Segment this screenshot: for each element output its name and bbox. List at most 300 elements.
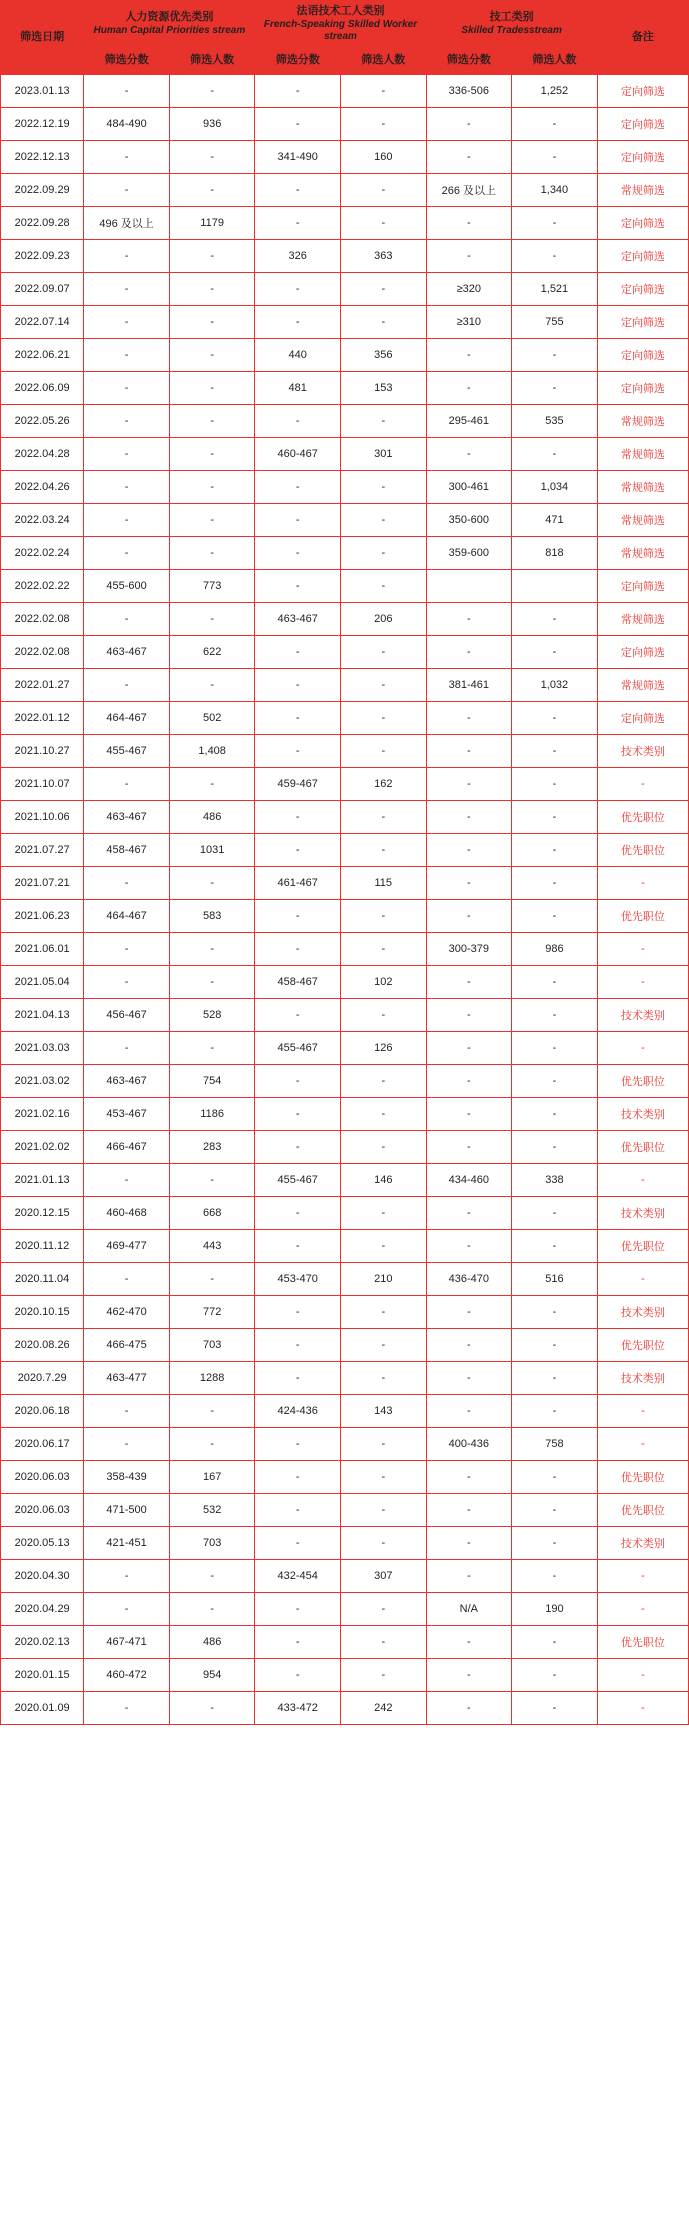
cell-fr-count: - bbox=[341, 669, 427, 702]
cell-hc-score: - bbox=[84, 174, 170, 207]
cell-st-count: - bbox=[512, 1065, 598, 1098]
cell-date: 2022.09.28 bbox=[1, 207, 84, 240]
cell-hc-score: 455-600 bbox=[84, 570, 170, 603]
table-body bbox=[1, 75, 689, 1725]
cell-fr-count: - bbox=[341, 1494, 427, 1527]
table-header bbox=[1, 1, 689, 75]
cell-fr-score: - bbox=[255, 933, 341, 966]
cell-st-score: 381-461 bbox=[426, 669, 512, 702]
table-row bbox=[1, 669, 689, 702]
cell-st-count: - bbox=[512, 1329, 598, 1362]
header-date: 筛选日期 bbox=[1, 1, 84, 75]
cell-st-score: - bbox=[426, 339, 512, 372]
cell-hc-count: 772 bbox=[169, 1296, 255, 1329]
cell-note: 优先职位 bbox=[597, 1494, 688, 1527]
cell-note: 技术类别 bbox=[597, 1362, 688, 1395]
cell-st-count: 471 bbox=[512, 504, 598, 537]
cell-note: 常规筛选 bbox=[597, 603, 688, 636]
cell-fr-count: - bbox=[341, 537, 427, 570]
cell-date: 2020.08.26 bbox=[1, 1329, 84, 1362]
cell-st-count: 986 bbox=[512, 933, 598, 966]
cell-st-count: - bbox=[512, 999, 598, 1032]
cell-hc-count: - bbox=[169, 273, 255, 306]
cell-st-score: - bbox=[426, 966, 512, 999]
cell-fr-count: - bbox=[341, 1329, 427, 1362]
cell-note: 常规筛选 bbox=[597, 669, 688, 702]
cell-hc-count: 528 bbox=[169, 999, 255, 1032]
cell-fr-score: - bbox=[255, 1296, 341, 1329]
cell-date: 2022.02.08 bbox=[1, 603, 84, 636]
cell-date: 2021.04.13 bbox=[1, 999, 84, 1032]
cell-st-count: - bbox=[512, 603, 598, 636]
table-row bbox=[1, 1230, 689, 1263]
cell-note: 优先职位 bbox=[597, 834, 688, 867]
cell-note: - bbox=[597, 1692, 688, 1725]
table-row bbox=[1, 1164, 689, 1197]
cell-note: - bbox=[597, 1395, 688, 1428]
cell-st-count: - bbox=[512, 966, 598, 999]
cell-hc-count: 502 bbox=[169, 702, 255, 735]
table-row bbox=[1, 603, 689, 636]
table-row bbox=[1, 306, 689, 339]
header-group-skilled-trades-en: Skilled Tradesstream bbox=[461, 24, 562, 36]
cell-fr-score: - bbox=[255, 1329, 341, 1362]
cell-fr-count: - bbox=[341, 636, 427, 669]
cell-fr-score: 453-470 bbox=[255, 1263, 341, 1296]
cell-hc-score: 466-475 bbox=[84, 1329, 170, 1362]
cell-date: 2020.05.13 bbox=[1, 1527, 84, 1560]
cell-note: - bbox=[597, 933, 688, 966]
cell-hc-count: 936 bbox=[169, 108, 255, 141]
cell-st-score: - bbox=[426, 1197, 512, 1230]
cell-date: 2021.03.02 bbox=[1, 1065, 84, 1098]
header-st-count: 筛选人数 bbox=[512, 48, 598, 75]
table-row bbox=[1, 1329, 689, 1362]
header-group-human-capital-en: Human Capital Priorities stream bbox=[93, 24, 246, 36]
cell-hc-count: 443 bbox=[169, 1230, 255, 1263]
cell-date: 2020.04.29 bbox=[1, 1593, 84, 1626]
cell-hc-score: - bbox=[84, 240, 170, 273]
cell-fr-count: - bbox=[341, 933, 427, 966]
cell-date: 2021.10.06 bbox=[1, 801, 84, 834]
cell-fr-score: - bbox=[255, 801, 341, 834]
cell-st-score: - bbox=[426, 438, 512, 471]
cell-date: 2021.01.13 bbox=[1, 1164, 84, 1197]
cell-fr-score: 481 bbox=[255, 372, 341, 405]
cell-note: 常规筛选 bbox=[597, 438, 688, 471]
cell-fr-score: 461-467 bbox=[255, 867, 341, 900]
cell-note: - bbox=[597, 966, 688, 999]
cell-st-score: - bbox=[426, 768, 512, 801]
cell-date: 2020.11.12 bbox=[1, 1230, 84, 1263]
cell-fr-count: - bbox=[341, 1527, 427, 1560]
cell-note: 定向筛选 bbox=[597, 339, 688, 372]
cell-hc-count: - bbox=[169, 504, 255, 537]
cell-date: 2022.04.26 bbox=[1, 471, 84, 504]
cell-hc-count: 703 bbox=[169, 1527, 255, 1560]
table-row bbox=[1, 1395, 689, 1428]
cell-fr-score: - bbox=[255, 702, 341, 735]
table-row bbox=[1, 1263, 689, 1296]
cell-date: 2022.01.12 bbox=[1, 702, 84, 735]
cell-st-count: - bbox=[512, 141, 598, 174]
cell-hc-count: - bbox=[169, 141, 255, 174]
cell-st-count: - bbox=[512, 801, 598, 834]
cell-date: 2021.05.04 bbox=[1, 966, 84, 999]
cell-date: 2022.09.29 bbox=[1, 174, 84, 207]
table-row bbox=[1, 966, 689, 999]
cell-fr-count: 356 bbox=[341, 339, 427, 372]
cell-hc-score: - bbox=[84, 1428, 170, 1461]
cell-fr-count: - bbox=[341, 174, 427, 207]
cell-note: - bbox=[597, 768, 688, 801]
cell-date: 2020.04.30 bbox=[1, 1560, 84, 1593]
cell-hc-score: - bbox=[84, 273, 170, 306]
cell-note: 技术类别 bbox=[597, 1296, 688, 1329]
cell-fr-count: - bbox=[341, 273, 427, 306]
table-row bbox=[1, 207, 689, 240]
cell-note: 常规筛选 bbox=[597, 405, 688, 438]
cell-st-count: - bbox=[512, 1131, 598, 1164]
cell-st-score: - bbox=[426, 108, 512, 141]
cell-fr-count: 146 bbox=[341, 1164, 427, 1197]
cell-st-score: 436-470 bbox=[426, 1263, 512, 1296]
cell-hc-score: 496 及以上 bbox=[84, 207, 170, 240]
cell-hc-count: - bbox=[169, 1164, 255, 1197]
table-row bbox=[1, 801, 689, 834]
table-row bbox=[1, 1659, 689, 1692]
table-row bbox=[1, 834, 689, 867]
cell-st-count: - bbox=[512, 438, 598, 471]
cell-fr-score: 432-454 bbox=[255, 1560, 341, 1593]
cell-hc-count: - bbox=[169, 867, 255, 900]
cell-note: - bbox=[597, 1560, 688, 1593]
cell-hc-score: 455-467 bbox=[84, 735, 170, 768]
cell-fr-count: 160 bbox=[341, 141, 427, 174]
cell-fr-count: - bbox=[341, 1659, 427, 1692]
cell-date: 2021.06.01 bbox=[1, 933, 84, 966]
cell-st-count: - bbox=[512, 1395, 598, 1428]
table-row bbox=[1, 999, 689, 1032]
cell-fr-score: 455-467 bbox=[255, 1032, 341, 1065]
cell-fr-score: - bbox=[255, 1659, 341, 1692]
cell-fr-count: - bbox=[341, 1626, 427, 1659]
cell-note: 技术类别 bbox=[597, 999, 688, 1032]
cell-fr-count: - bbox=[341, 1461, 427, 1494]
cell-note: 优先职位 bbox=[597, 1329, 688, 1362]
cell-st-score: - bbox=[426, 834, 512, 867]
cell-st-score: - bbox=[426, 1461, 512, 1494]
cell-fr-count: - bbox=[341, 801, 427, 834]
table-row bbox=[1, 1296, 689, 1329]
cell-hc-count: - bbox=[169, 240, 255, 273]
cell-date: 2022.07.14 bbox=[1, 306, 84, 339]
cell-st-score: - bbox=[426, 999, 512, 1032]
cell-st-score: - bbox=[426, 636, 512, 669]
cell-hc-score: - bbox=[84, 471, 170, 504]
cell-st-score: 295-461 bbox=[426, 405, 512, 438]
table-row bbox=[1, 1098, 689, 1131]
table-row bbox=[1, 471, 689, 504]
cell-fr-count: - bbox=[341, 471, 427, 504]
cell-hc-score: 471-500 bbox=[84, 1494, 170, 1527]
cell-st-score: 300-461 bbox=[426, 471, 512, 504]
cell-hc-score: - bbox=[84, 405, 170, 438]
cell-date: 2020.06.18 bbox=[1, 1395, 84, 1428]
cell-fr-count: - bbox=[341, 1065, 427, 1098]
cell-st-score: - bbox=[426, 801, 512, 834]
cell-hc-count: 283 bbox=[169, 1131, 255, 1164]
cell-st-count: 1,032 bbox=[512, 669, 598, 702]
cell-hc-score: - bbox=[84, 1032, 170, 1065]
table-row bbox=[1, 867, 689, 900]
cell-hc-count: 167 bbox=[169, 1461, 255, 1494]
table-row bbox=[1, 141, 689, 174]
cell-fr-count: 162 bbox=[341, 768, 427, 801]
cell-fr-score: - bbox=[255, 669, 341, 702]
cell-hc-count: - bbox=[169, 1560, 255, 1593]
cell-hc-count: 1179 bbox=[169, 207, 255, 240]
cell-st-count: - bbox=[512, 1230, 598, 1263]
table-row bbox=[1, 570, 689, 603]
cell-hc-count: 754 bbox=[169, 1065, 255, 1098]
cell-note: 技术类别 bbox=[597, 735, 688, 768]
cell-st-count: - bbox=[512, 207, 598, 240]
cell-hc-score: 453-467 bbox=[84, 1098, 170, 1131]
cell-fr-count: - bbox=[341, 1296, 427, 1329]
cell-st-score: - bbox=[426, 900, 512, 933]
cell-hc-count: 668 bbox=[169, 1197, 255, 1230]
cell-note: 定向筛选 bbox=[597, 108, 688, 141]
cell-st-count: - bbox=[512, 834, 598, 867]
table-row bbox=[1, 900, 689, 933]
cell-fr-count: - bbox=[341, 900, 427, 933]
table-row bbox=[1, 735, 689, 768]
cell-fr-count: - bbox=[341, 1428, 427, 1461]
table-row bbox=[1, 1065, 689, 1098]
cell-fr-score: 341-490 bbox=[255, 141, 341, 174]
cell-st-count: - bbox=[512, 900, 598, 933]
cell-hc-score: 462-470 bbox=[84, 1296, 170, 1329]
cell-date: 2020.01.15 bbox=[1, 1659, 84, 1692]
cell-fr-count: - bbox=[341, 1230, 427, 1263]
cell-date: 2021.03.03 bbox=[1, 1032, 84, 1065]
cell-fr-score: - bbox=[255, 834, 341, 867]
cell-st-count: - bbox=[512, 1098, 598, 1131]
cell-fr-count: 363 bbox=[341, 240, 427, 273]
cell-fr-count: - bbox=[341, 1362, 427, 1395]
table-row bbox=[1, 1626, 689, 1659]
cell-date: 2021.02.02 bbox=[1, 1131, 84, 1164]
cell-fr-count: - bbox=[341, 735, 427, 768]
cell-date: 2022.09.23 bbox=[1, 240, 84, 273]
cell-fr-score: - bbox=[255, 1494, 341, 1527]
cell-fr-count: - bbox=[341, 75, 427, 108]
cell-note: 常规筛选 bbox=[597, 174, 688, 207]
cell-st-count: 755 bbox=[512, 306, 598, 339]
cell-st-count: - bbox=[512, 1494, 598, 1527]
cell-hc-count: 1186 bbox=[169, 1098, 255, 1131]
cell-hc-score: - bbox=[84, 1263, 170, 1296]
cell-st-count: - bbox=[512, 1560, 598, 1593]
cell-date: 2020.12.15 bbox=[1, 1197, 84, 1230]
cell-st-count bbox=[512, 570, 598, 603]
cell-st-score: - bbox=[426, 372, 512, 405]
cell-st-score: ≥310 bbox=[426, 306, 512, 339]
cell-st-count: - bbox=[512, 1296, 598, 1329]
header-note: 备注 bbox=[597, 1, 688, 75]
cell-note: - bbox=[597, 1164, 688, 1197]
table-row bbox=[1, 339, 689, 372]
cell-st-count: - bbox=[512, 108, 598, 141]
cell-hc-count: - bbox=[169, 438, 255, 471]
cell-st-score: 300-379 bbox=[426, 933, 512, 966]
cell-fr-score: - bbox=[255, 1461, 341, 1494]
cell-hc-count: 622 bbox=[169, 636, 255, 669]
cell-hc-count: - bbox=[169, 339, 255, 372]
cell-st-score: - bbox=[426, 702, 512, 735]
cell-fr-score: 460-467 bbox=[255, 438, 341, 471]
cell-date: 2020.10.15 bbox=[1, 1296, 84, 1329]
cell-hc-score: 458-467 bbox=[84, 834, 170, 867]
cell-hc-count: - bbox=[169, 669, 255, 702]
header-fr-count: 筛选人数 bbox=[341, 48, 427, 75]
cell-fr-score: - bbox=[255, 1098, 341, 1131]
cell-fr-score: - bbox=[255, 273, 341, 306]
cell-st-score: - bbox=[426, 1032, 512, 1065]
table-row bbox=[1, 1032, 689, 1065]
cell-st-score: - bbox=[426, 1626, 512, 1659]
cell-st-score: 359-600 bbox=[426, 537, 512, 570]
cell-hc-score: - bbox=[84, 768, 170, 801]
cell-date: 2022.05.26 bbox=[1, 405, 84, 438]
cell-fr-score: - bbox=[255, 1197, 341, 1230]
cell-hc-count: - bbox=[169, 1032, 255, 1065]
cell-hc-count: 486 bbox=[169, 801, 255, 834]
cell-st-count: - bbox=[512, 735, 598, 768]
cell-fr-count: 102 bbox=[341, 966, 427, 999]
cell-date: 2021.02.16 bbox=[1, 1098, 84, 1131]
cell-st-score: 434-460 bbox=[426, 1164, 512, 1197]
cell-note: - bbox=[597, 1263, 688, 1296]
cell-hc-score: 464-467 bbox=[84, 702, 170, 735]
header-group-human-capital bbox=[84, 1, 255, 48]
cell-fr-score: - bbox=[255, 174, 341, 207]
cell-st-score: 336-506 bbox=[426, 75, 512, 108]
table-row bbox=[1, 933, 689, 966]
cell-hc-count: - bbox=[169, 405, 255, 438]
cell-st-count: - bbox=[512, 1659, 598, 1692]
cell-fr-score: - bbox=[255, 537, 341, 570]
cell-date: 2021.10.07 bbox=[1, 768, 84, 801]
cell-fr-count: - bbox=[341, 1593, 427, 1626]
table-row bbox=[1, 75, 689, 108]
cell-st-count: 1,034 bbox=[512, 471, 598, 504]
cell-hc-score: 467-471 bbox=[84, 1626, 170, 1659]
cell-fr-score: 433-472 bbox=[255, 1692, 341, 1725]
cell-st-count: - bbox=[512, 768, 598, 801]
cell-fr-count: - bbox=[341, 504, 427, 537]
cell-date: 2022.04.28 bbox=[1, 438, 84, 471]
cell-note: 常规筛选 bbox=[597, 537, 688, 570]
cell-hc-score: - bbox=[84, 933, 170, 966]
cell-note: 技术类别 bbox=[597, 1197, 688, 1230]
cell-date: 2021.06.23 bbox=[1, 900, 84, 933]
cell-hc-score: 460-472 bbox=[84, 1659, 170, 1692]
cell-fr-count: - bbox=[341, 405, 427, 438]
cell-st-count: - bbox=[512, 372, 598, 405]
cell-hc-count: - bbox=[169, 1428, 255, 1461]
cell-fr-count: 301 bbox=[341, 438, 427, 471]
cell-hc-score: - bbox=[84, 1164, 170, 1197]
cell-note: 定向筛选 bbox=[597, 240, 688, 273]
cell-date: 2021.07.27 bbox=[1, 834, 84, 867]
cell-fr-count: 126 bbox=[341, 1032, 427, 1065]
cell-fr-score: - bbox=[255, 405, 341, 438]
cell-date: 2022.12.19 bbox=[1, 108, 84, 141]
cell-hc-score: - bbox=[84, 504, 170, 537]
cell-hc-count: - bbox=[169, 471, 255, 504]
cell-fr-score: - bbox=[255, 1131, 341, 1164]
table-row bbox=[1, 372, 689, 405]
cell-fr-count: 242 bbox=[341, 1692, 427, 1725]
cell-st-count: 758 bbox=[512, 1428, 598, 1461]
cell-hc-score: 460-468 bbox=[84, 1197, 170, 1230]
cell-st-score: - bbox=[426, 1527, 512, 1560]
cell-hc-score: 463-477 bbox=[84, 1362, 170, 1395]
table-row bbox=[1, 1428, 689, 1461]
cell-hc-score: - bbox=[84, 669, 170, 702]
cell-note: 定向筛选 bbox=[597, 702, 688, 735]
cell-fr-score: - bbox=[255, 1527, 341, 1560]
cell-hc-count: 954 bbox=[169, 1659, 255, 1692]
cell-st-count: 1,340 bbox=[512, 174, 598, 207]
cell-hc-count: - bbox=[169, 603, 255, 636]
cell-fr-count: 115 bbox=[341, 867, 427, 900]
cell-date: 2022.06.21 bbox=[1, 339, 84, 372]
cell-fr-score: - bbox=[255, 1593, 341, 1626]
cell-date: 2022.02.24 bbox=[1, 537, 84, 570]
cell-st-count: 1,521 bbox=[512, 273, 598, 306]
cell-date: 2021.10.27 bbox=[1, 735, 84, 768]
cell-st-score: N/A bbox=[426, 1593, 512, 1626]
cell-fr-count: - bbox=[341, 306, 427, 339]
cell-st-score: - bbox=[426, 1065, 512, 1098]
cell-date: 2020.06.03 bbox=[1, 1461, 84, 1494]
cell-hc-score: - bbox=[84, 306, 170, 339]
cell-st-score: 350-600 bbox=[426, 504, 512, 537]
header-group-french-speaking-en: French-Speaking Skilled Worker stream bbox=[263, 18, 418, 42]
cell-fr-count: - bbox=[341, 108, 427, 141]
cell-st-count: - bbox=[512, 1527, 598, 1560]
cell-hc-score: - bbox=[84, 141, 170, 174]
cell-note: 定向筛选 bbox=[597, 372, 688, 405]
cell-date: 2023.01.13 bbox=[1, 75, 84, 108]
table-row bbox=[1, 108, 689, 141]
cell-hc-score: 466-467 bbox=[84, 1131, 170, 1164]
cell-st-count: - bbox=[512, 1032, 598, 1065]
cell-hc-score: 464-467 bbox=[84, 900, 170, 933]
cell-hc-count: 773 bbox=[169, 570, 255, 603]
table-row bbox=[1, 1527, 689, 1560]
cell-fr-count: 206 bbox=[341, 603, 427, 636]
cell-date: 2020.11.04 bbox=[1, 1263, 84, 1296]
cell-hc-score: 463-467 bbox=[84, 1065, 170, 1098]
cell-date: 2022.02.08 bbox=[1, 636, 84, 669]
cell-hc-count: 532 bbox=[169, 1494, 255, 1527]
cell-hc-count: - bbox=[169, 768, 255, 801]
cell-fr-score: - bbox=[255, 207, 341, 240]
